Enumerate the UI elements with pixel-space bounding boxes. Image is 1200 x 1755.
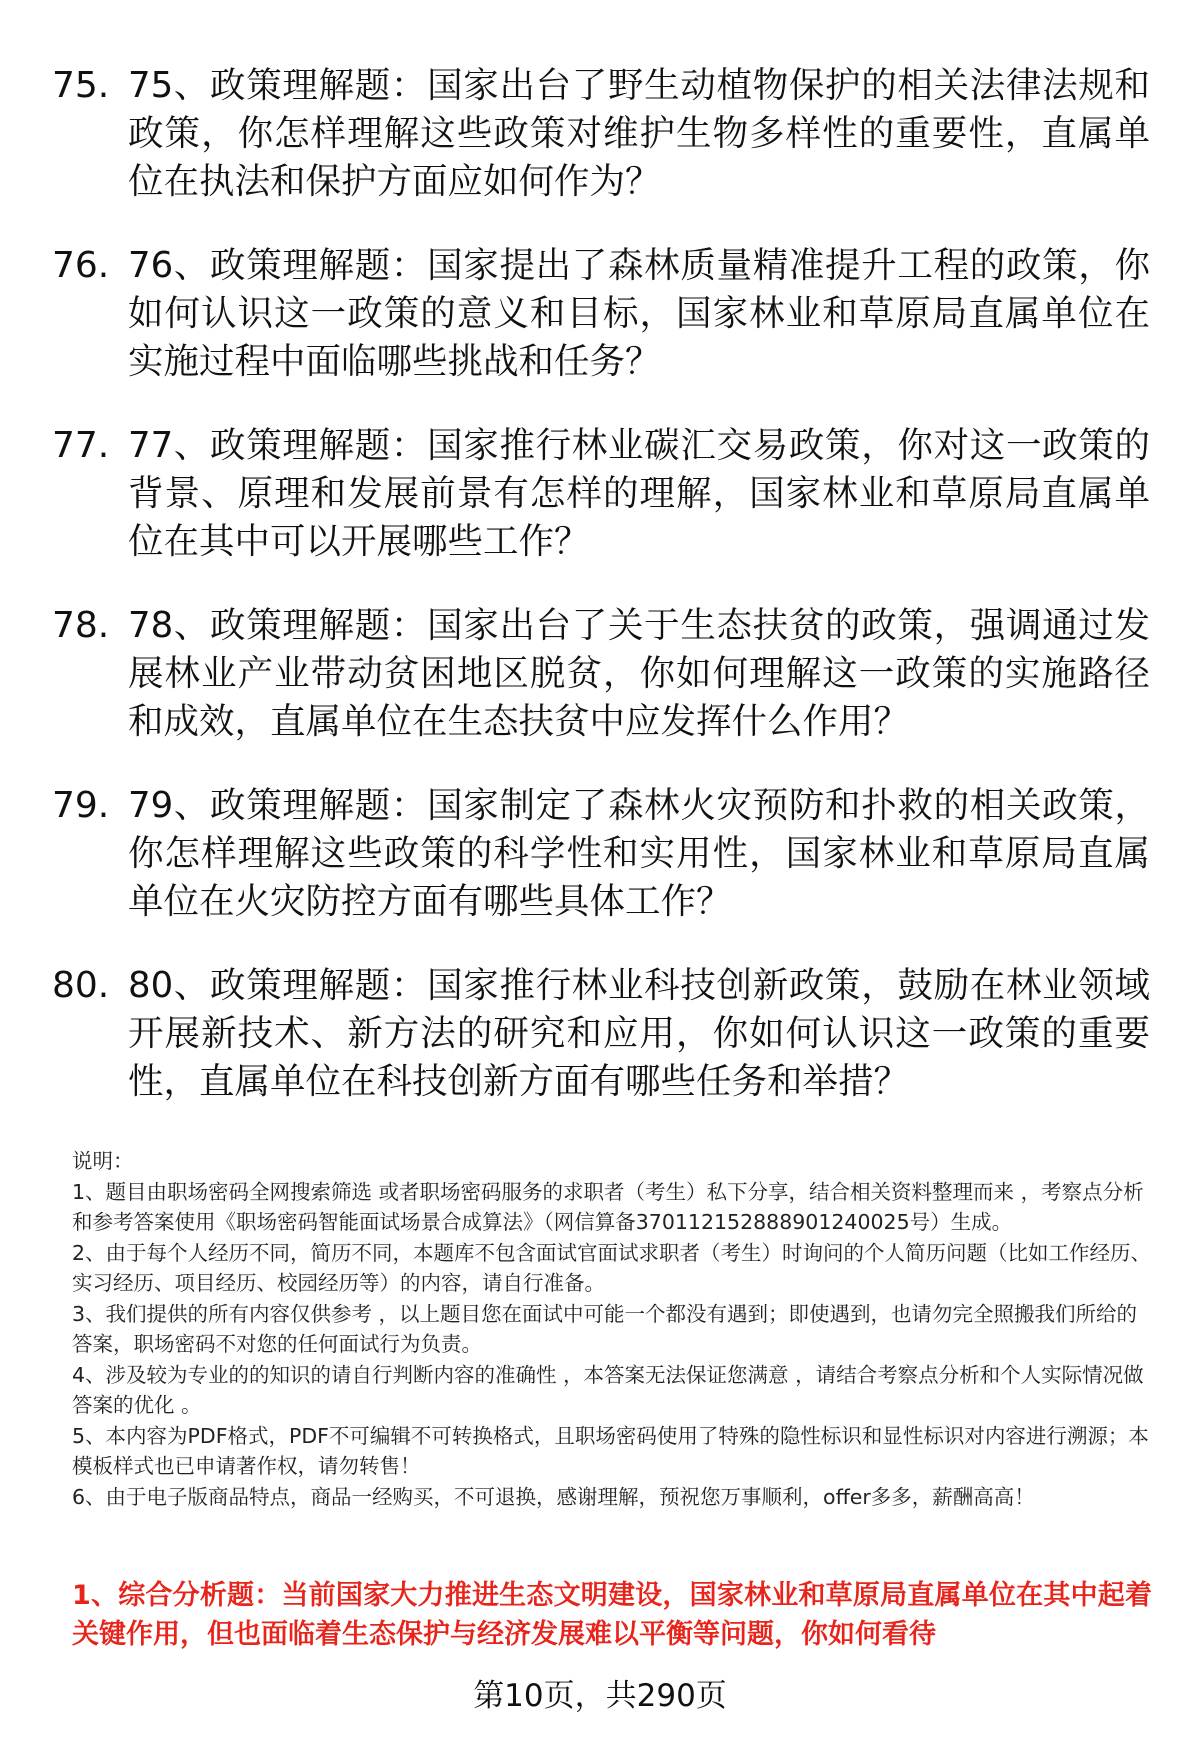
note-item: 5、本内容为PDF格式，PDF不可编辑不可转换格式，且职场密码使用了特殊的隐性标识和显性标识对内容进行溯源；本模板样式也已申请著作权，请勿转售！ xyxy=(72,1423,1149,1478)
question-text: 76、政策理解题：国家提出了森林质量精准提升工程的政策，你如何认识这一政策的意义和目标，国家林业和草原局直属单位在实施过程中面临哪些挑战和任务？ xyxy=(128,245,1150,382)
note-item: 2、由于每个人经历不同，简历不同，本题库不包含面试官面试求职者（考生）时询问的个人简历问题（比如工作经历、实习经历、项目经历、校园经历等）的内容，请自行准备。 xyxy=(72,1240,1152,1295)
question-number: 77. xyxy=(52,425,110,466)
next-question-heading: 1、综合分析题：当前国家大力推进生态文明建设，国家林业和草原局直属单位在其中起着关键作用，但也面临着生态保护与经济发展难以平衡等问题，你如何看待 xyxy=(72,1580,1152,1650)
question-text: 79、政策理解题：国家制定了森林火灾预防和扑救的相关政策，你怎样理解这些政策的科学性和实用性，国家林业和草原局直属单位在火灾防控方面有哪些具体工作？ xyxy=(128,785,1150,922)
notes-title: 说明： xyxy=(72,1149,134,1173)
note-item: 3、我们提供的所有内容仅供参考 ，以上题目您在面试中可能一个都没有遇到；即使遇到，也请勿完全照搬我们所给的答案，职场密码不对您的任何面试行为负责。 xyxy=(72,1301,1138,1356)
question-number: 79. xyxy=(52,785,110,826)
note-item: 6、由于电子版商品特点，商品一经购买，不可退换，感谢理解，预祝您万事顺利，offer多多，薪酬高高！ xyxy=(72,1484,1035,1509)
notes-section xyxy=(72,1146,1157,1512)
question-text: 75、政策理解题：国家出台了野生动植物保护的相关法律法规和政策，你怎样理解这些政策对维护生物多样性的重要性，直属单位在执法和保护方面应如何作为？ xyxy=(128,65,1150,202)
question-number: 75. xyxy=(52,65,110,106)
question-number: 78. xyxy=(52,605,110,646)
question-text: 77、政策理解题：国家推行林业碳汇交易政策，你对这一政策的背景、原理和发展前景有怎样的理解，国家林业和草原局直属单位在其中可以开展哪些工作？ xyxy=(128,425,1150,562)
question-number: 76. xyxy=(52,245,110,286)
page-footer: 第10页，共290页 xyxy=(473,1678,727,1714)
question-text: 80、政策理解题：国家推行林业科技创新政策，鼓励在林业领域开展新技术、新方法的研究和应用，你如何认识这一政策的重要性，直属单位在科技创新方面有哪些任务和举措？ xyxy=(128,965,1150,1102)
question-text: 78、政策理解题：国家出台了关于生态扶贫的政策，强调通过发展林业产业带动贫困地区脱贫，你如何理解这一政策的实施路径和成效，直属单位在生态扶贫中应发挥什么作用？ xyxy=(128,605,1150,742)
note-item: 1、题目由职场密码全网搜索筛选 或者职场密码服务的求职者（考生）私下分享，结合相关资料整理而来 ，考察点分析和参考答案使用《职场密码智能面试场景合成算法》（网信算备370112152888901240025号）生成。 xyxy=(72,1179,1144,1234)
question-number: 80. xyxy=(52,965,110,1006)
note-item: 4、涉及较为专业的的知识的请自行判断内容的准确性 ，本答案无法保证您满意 ，请结合考察点分析和个人实际情况做答案的优化 。 xyxy=(72,1362,1144,1417)
